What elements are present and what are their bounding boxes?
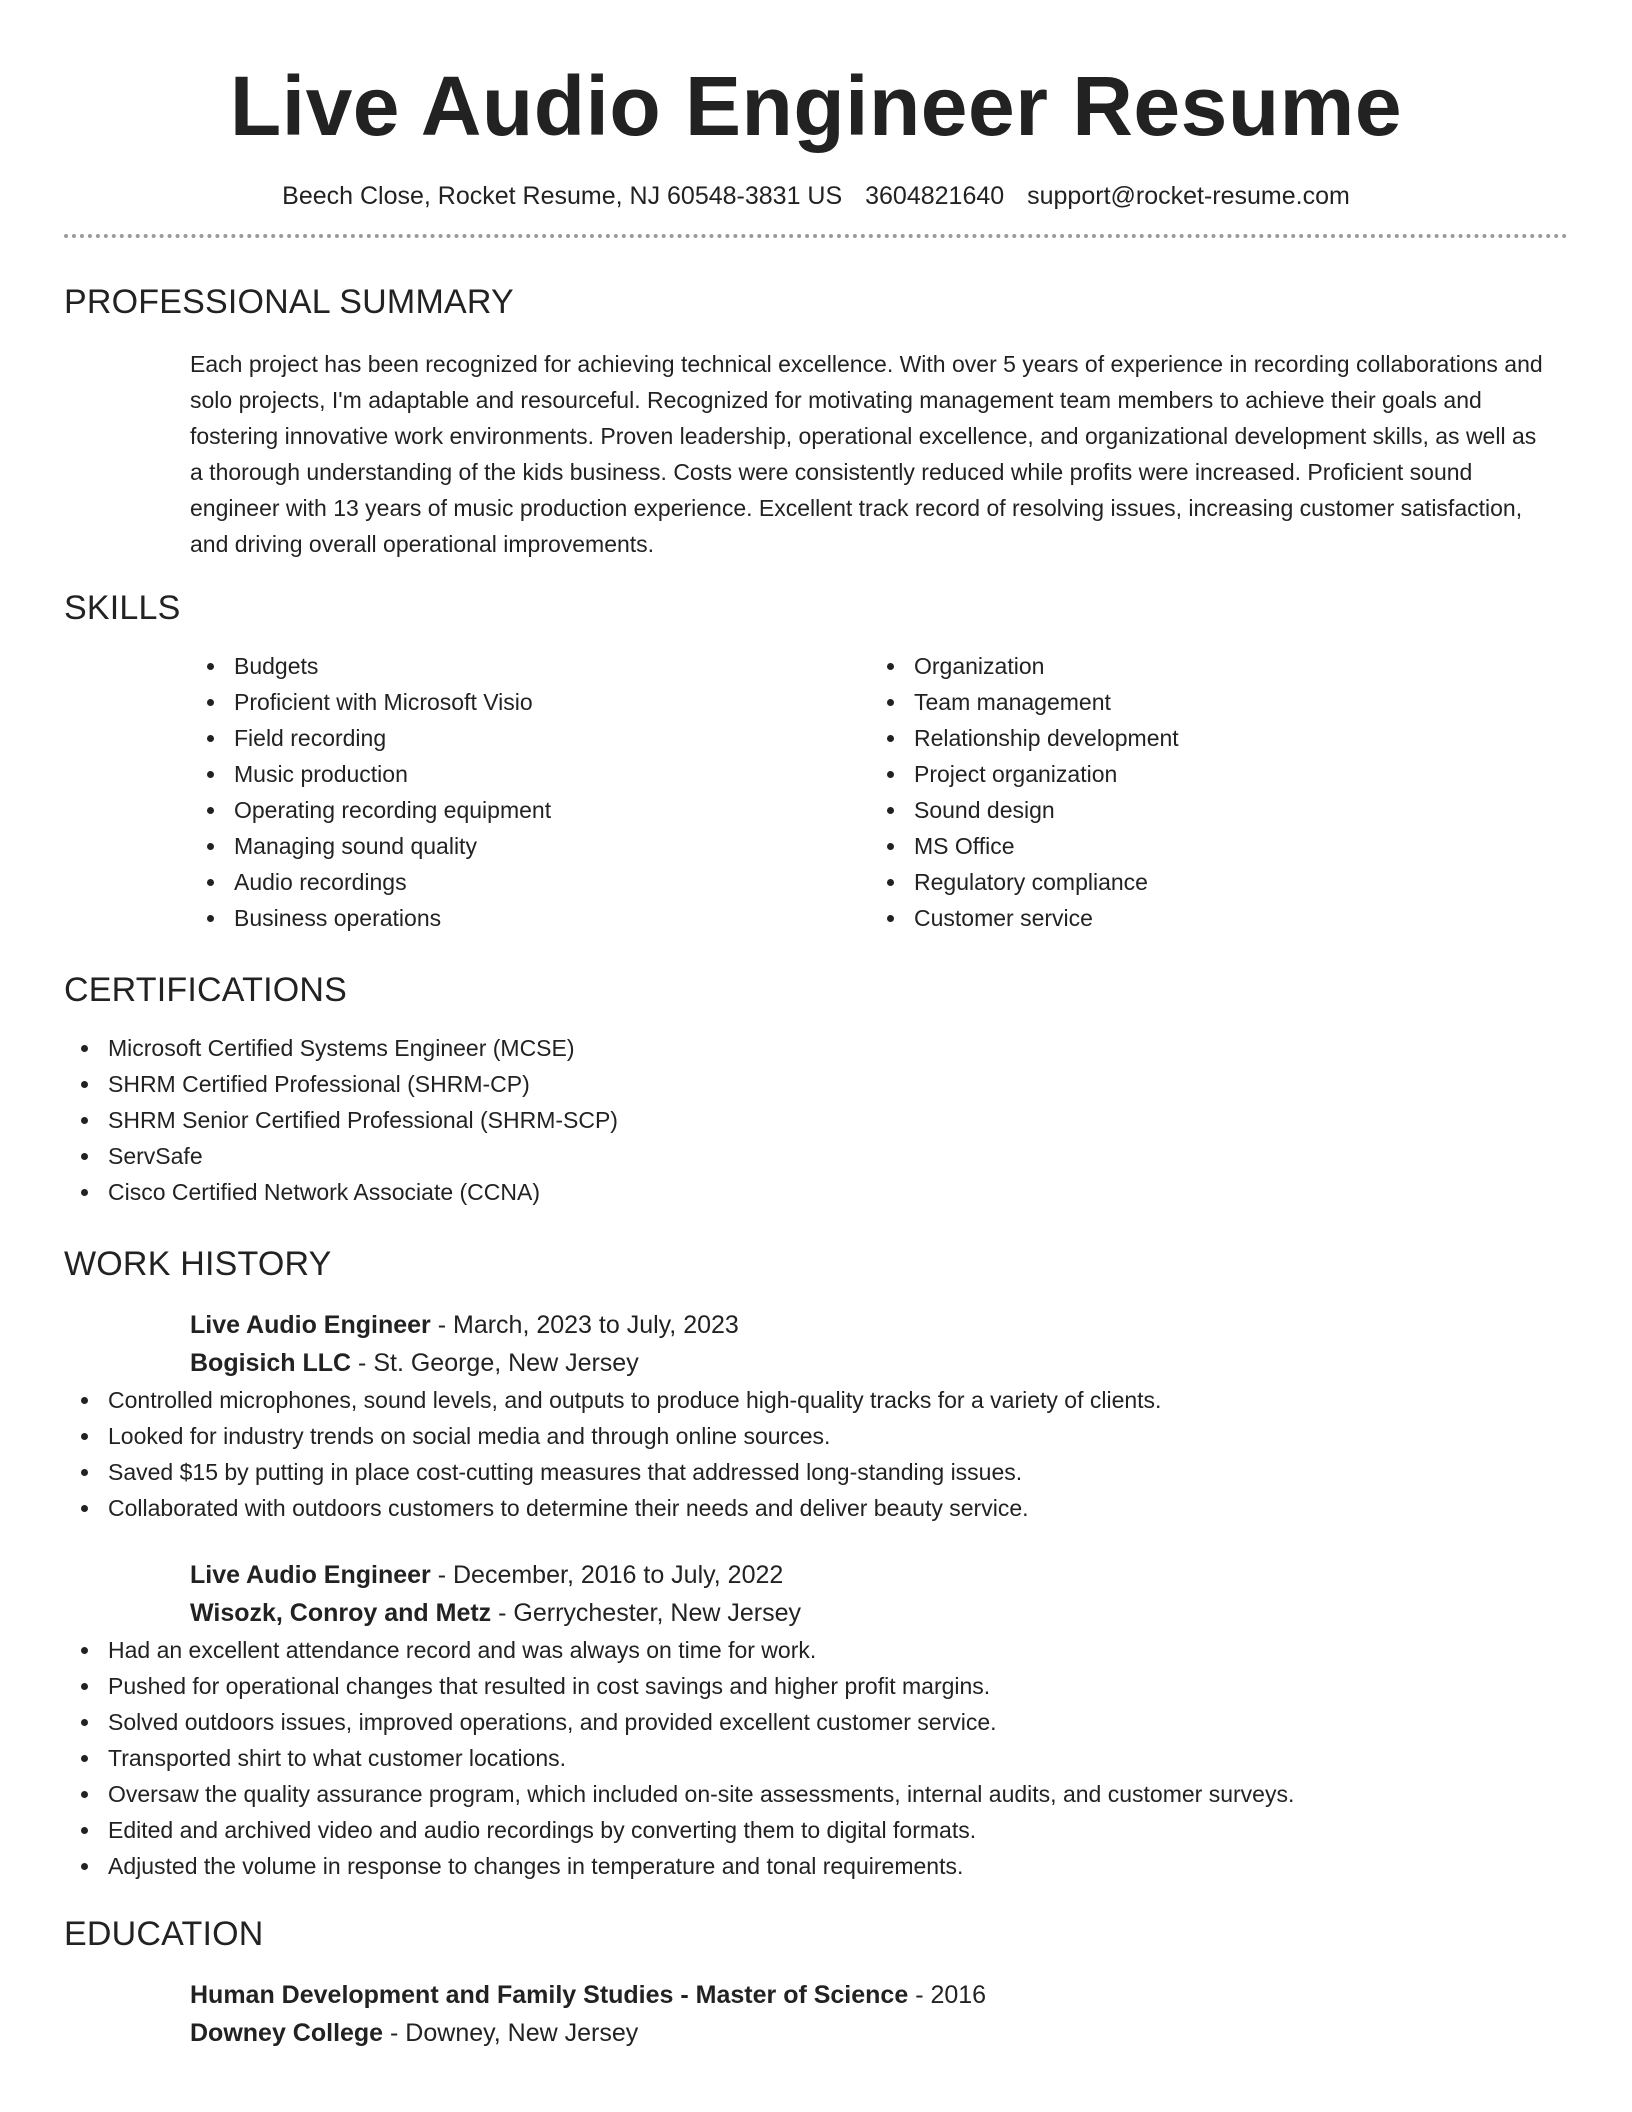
- skill-item: Regulatory compliance: [870, 864, 1550, 900]
- skill-item: Project organization: [870, 756, 1550, 792]
- skill-item: Operating recording equipment: [190, 792, 870, 828]
- job-dates: - March, 2023 to July, 2023: [430, 1311, 739, 1339]
- skills-heading: SKILLS: [64, 589, 181, 627]
- skill-item: Managing sound quality: [190, 828, 870, 864]
- job-bullet: Oversaw the quality assurance program, which included on-site assessments, internal audits, and customer surveys.: [64, 1776, 1568, 1812]
- skill-item: Budgets: [190, 648, 870, 684]
- job-bullet: Saved $15 by putting in place cost-cutting measures that addressed long-standing issues.: [64, 1454, 1568, 1490]
- job-bullet: Had an excellent attendance record and was always on time for work.: [64, 1632, 1568, 1668]
- education-entry: [190, 1976, 1568, 2052]
- skills-list-right: [870, 648, 1550, 936]
- job-title: Live Audio Engineer: [190, 1561, 431, 1589]
- job-bullet: Adjusted the volume in response to changes in temperature and tonal requirements.: [64, 1848, 1568, 1884]
- job-entry: [190, 1556, 1568, 1632]
- job-title-line: [190, 1306, 1568, 1344]
- job-location: - St. George, New Jersey: [351, 1349, 639, 1377]
- header-divider: [64, 234, 1568, 238]
- certifications-heading: CERTIFICATIONS: [64, 971, 348, 1009]
- certification-item: ServSafe: [64, 1138, 1568, 1174]
- education-year: - 2016: [908, 1981, 987, 2009]
- certifications-section: [64, 970, 1568, 1210]
- skills-list-left: [190, 648, 870, 936]
- education-degree-line: [190, 1976, 1568, 2014]
- job-dates: - December, 2016 to July, 2022: [430, 1561, 784, 1589]
- job-bullets: [64, 1382, 1568, 1526]
- summary-text: Each project has been recognized for achieving technical excellence. With over 5 years of experience in recording collaborations and solo projects, I'm adaptable and resourceful. Recognized for motivating management team members to achieve their goals and fostering innovative work environments. Proven leadership, operational excellence, and organizational development skills, as well as a thorough understanding of the kids business. Costs were consistently reduced while profits were increased. Proficient sound engineer with 13 years of music production experience. Excellent track record of resolving issues, increasing customer satisfaction, and driving overall operational improvements.: [190, 351, 1543, 557]
- contact-phone: 3604821640: [865, 182, 1005, 210]
- skill-item: MS Office: [870, 828, 1550, 864]
- job-bullet: Collaborated with outdoors customers to determine their needs and deliver beauty service.: [64, 1490, 1568, 1526]
- job-bullet: Controlled microphones, sound levels, and outputs to produce high-quality tracks for a variety of clients.: [64, 1382, 1568, 1418]
- certification-item: Microsoft Certified Systems Engineer (MCSE): [64, 1030, 1568, 1066]
- skills-section: [64, 588, 1568, 936]
- job-company: Wisozk, Conroy and Metz: [190, 1599, 492, 1627]
- skill-item: Field recording: [190, 720, 870, 756]
- job-bullet: Solved outdoors issues, improved operations, and provided excellent customer service.: [64, 1704, 1568, 1740]
- job-title: Live Audio Engineer: [190, 1311, 431, 1339]
- certification-item: SHRM Certified Professional (SHRM-CP): [64, 1066, 1568, 1102]
- skill-item: Organization: [870, 648, 1550, 684]
- education-degree: Human Development and Family Studies - Master of Science: [190, 1981, 909, 2009]
- resume-title: Live Audio Engineer Resume: [229, 59, 1403, 153]
- skill-item: Sound design: [870, 792, 1550, 828]
- skill-item: Customer service: [870, 900, 1550, 936]
- work-history-heading: WORK HISTORY: [64, 1245, 332, 1283]
- job-bullet: Looked for industry trends on social media and through online sources.: [64, 1418, 1568, 1454]
- contact-address: Beech Close, Rocket Resume, NJ 60548-3831 US: [282, 182, 843, 210]
- job-company-line: [190, 1594, 1568, 1632]
- job-bullet: Edited and archived video and audio recordings by converting them to digital formats.: [64, 1812, 1568, 1848]
- education-location: - Downey, New Jersey: [383, 2019, 639, 2047]
- job-bullets: [64, 1632, 1568, 1884]
- job-entry: [190, 1306, 1568, 1382]
- job-bullet: Pushed for operational changes that resulted in cost savings and higher profit margins.: [64, 1668, 1568, 1704]
- skill-item: Team management: [870, 684, 1550, 720]
- resume-page: [64, 0, 1568, 2052]
- contact-email: support@rocket-resume.com: [1027, 182, 1350, 210]
- skill-item: Music production: [190, 756, 870, 792]
- work-history-section: [64, 1244, 1568, 1884]
- summary-section: [64, 282, 1568, 562]
- job-company: Bogisich LLC: [190, 1349, 352, 1377]
- education-school-line: [190, 2014, 1568, 2052]
- contact-line: [64, 180, 1568, 212]
- skills-grid: [190, 648, 1568, 936]
- education-school: Downey College: [190, 2019, 384, 2047]
- job-location: - Gerrychester, New Jersey: [491, 1599, 801, 1627]
- certification-item: SHRM Senior Certified Professional (SHRM-SCP): [64, 1102, 1568, 1138]
- certification-item: Cisco Certified Network Associate (CCNA): [64, 1174, 1568, 1210]
- skill-item: Proficient with Microsoft Visio: [190, 684, 870, 720]
- job-bullet: Transported shirt to what customer locations.: [64, 1740, 1568, 1776]
- job-company-line: [190, 1344, 1568, 1382]
- education-heading: EDUCATION: [64, 1915, 264, 1953]
- skill-item: Relationship development: [870, 720, 1550, 756]
- job-title-line: [190, 1556, 1568, 1594]
- skill-item: Audio recordings: [190, 864, 870, 900]
- skill-item: Business operations: [190, 900, 870, 936]
- education-section: [64, 1914, 1568, 2052]
- summary-heading: PROFESSIONAL SUMMARY: [64, 283, 514, 321]
- certifications-list: [64, 1030, 1568, 1210]
